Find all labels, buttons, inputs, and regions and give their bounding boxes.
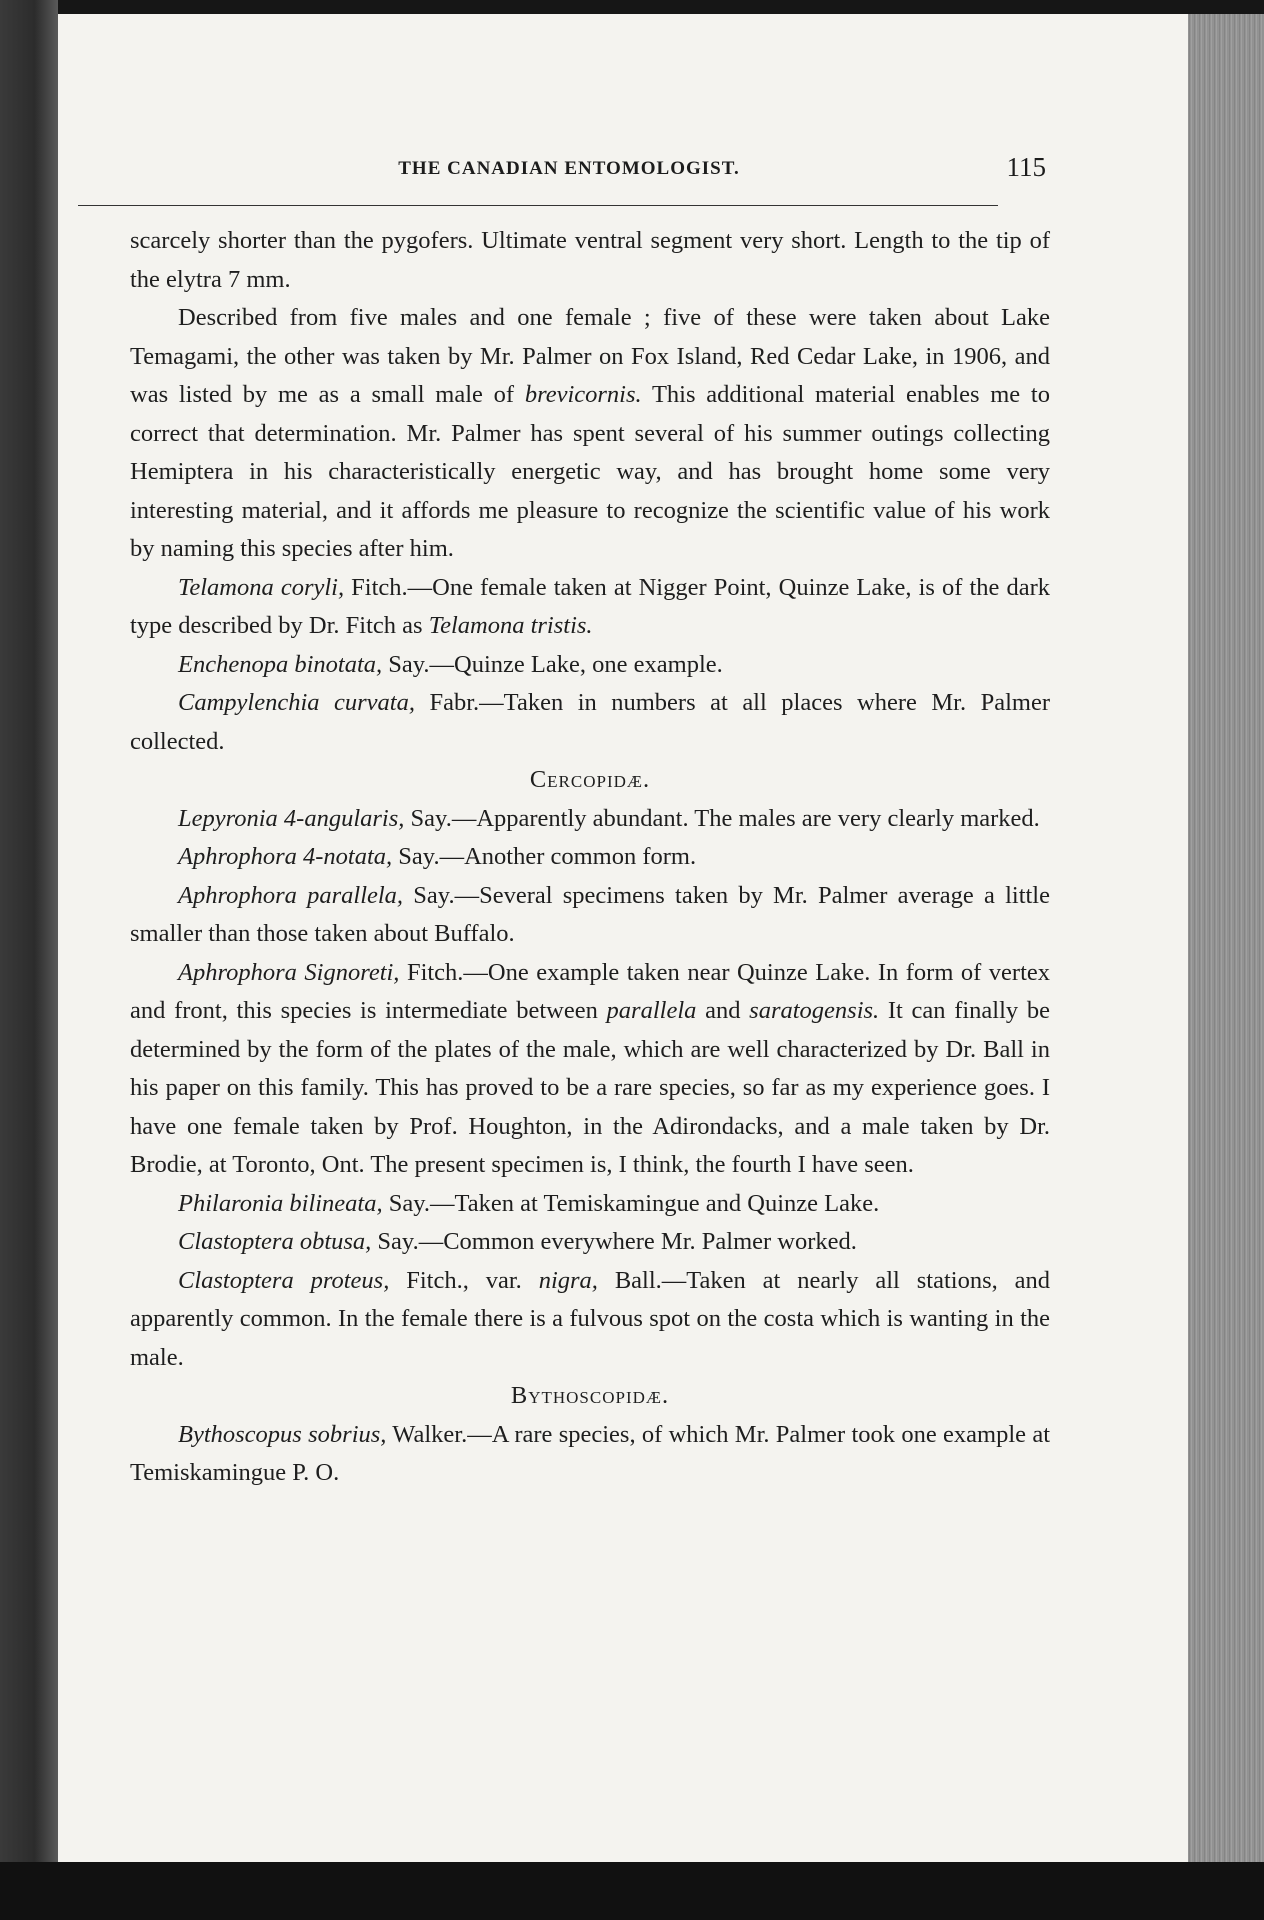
paragraph-text: Fitch.—One female taken at Nigger Point, Quinze Lake, is of the dark type described by Dr. Fitch as — [130, 573, 1050, 639]
scan-top-border — [0, 0, 1264, 14]
species-name: Lepyronia 4-angularis, — [178, 804, 405, 832]
paragraph — [130, 1262, 1050, 1378]
paragraph-text: Say.—Taken at Temiskamingue and Quinze Lake. — [382, 1189, 880, 1217]
scan-bottom-border — [0, 1862, 1264, 1920]
species-name: Campylenchia curvata, — [178, 689, 415, 716]
paragraph-text: Fitch.—One example taken near Quinze Lake. In form of vertex and front, this species is intermediate between — [130, 958, 1051, 1024]
paragraph — [130, 684, 1050, 761]
paragraph-text: Say.—Several specimens taken by Mr. Palmer average a little smaller than those taken about Buffalo. — [130, 881, 1050, 947]
page-body — [130, 222, 1050, 1493]
paragraph — [130, 800, 1050, 839]
species-name: Telamona coryli, — [178, 573, 345, 601]
species-name: Telamona tristis. — [428, 612, 593, 639]
paragraph — [130, 299, 1050, 569]
paragraph-text: Say.—Common everywhere Mr. Palmer worked. — [371, 1228, 857, 1255]
species-name: Bythoscopus sobrius, — [178, 1420, 387, 1448]
species-name: Aphrophora parallela, — [178, 881, 404, 909]
paragraph-text: Ball.—Taken at nearly all stations, and apparently common. In the female there is a fulvous spot on the costa which is wanting in the male. — [130, 1266, 1051, 1371]
running-title: THE CANADIAN ENTOMOLOGIST. — [398, 158, 740, 179]
paragraph — [130, 1185, 1050, 1224]
species-name: Enchenopa binotata, — [178, 650, 383, 678]
paragraph — [130, 222, 1050, 299]
section-heading: Cercopidæ. — [529, 766, 651, 793]
paragraph-text: and — [696, 997, 750, 1024]
paragraph-text: Say.—Quinze Lake, one example. — [382, 650, 723, 678]
paragraph — [130, 954, 1050, 1185]
header-rule — [78, 205, 998, 206]
paragraph — [130, 1416, 1050, 1493]
paragraph-text: scarcely shorter than the pygofers. Ultimate ventral segment very short. Length to the tip of the elytra 7 mm. — [130, 227, 1050, 293]
species-name: Clastoptera proteus, — [178, 1266, 390, 1294]
paragraph-text: Say.—Apparently abundant. The males are very clearly marked. — [404, 804, 1040, 832]
page-header — [80, 142, 1058, 202]
species-name: Clastoptera obtusa, — [178, 1228, 372, 1255]
paragraph-text: Say.—Another common form. — [392, 843, 697, 870]
paragraph — [130, 1223, 1050, 1262]
section-heading: Bythoscopidæ. — [510, 1382, 670, 1409]
paragraph-text: Walker.—A rare species, of which Mr. Palmer took one example at Temiskamingue P. O. — [130, 1420, 1051, 1486]
paragraph-text: This additional material enables me to correct that determination. Mr. Palmer has spent several of his summer outings collecting Hemiptera in his characteristically energetic way, and has brought home some very interesting material, and it affords me pleasure to recognize the scientific value of his work by naming this species after him. — [130, 381, 1050, 562]
scan-left-gutter — [0, 0, 58, 1920]
paragraph-text: Fitch., var. — [389, 1266, 539, 1294]
page-block-edge — [1188, 14, 1264, 1864]
paragraph — [130, 569, 1050, 646]
species-name: nigra, — [538, 1266, 598, 1294]
species-name: parallela — [606, 997, 697, 1024]
species-name: Aphrophora 4-notata, — [178, 843, 393, 870]
species-name: Aphrophora Signoreti, — [178, 958, 400, 986]
paragraph-text: Described from five males and one female ; five of these were taken about Lake Temagami, the other was taken by Mr. Palmer on Fox Island, Red Cedar Lake, in 1906, and was listed by me as a small male of — [130, 304, 1050, 408]
species-name: brevicornis. — [524, 381, 642, 408]
species-name: Philaronia bilineata, — [178, 1189, 383, 1217]
paragraph — [130, 877, 1050, 954]
paragraph-text: Fabr.—Taken in numbers at all places where Mr. Palmer collected. — [130, 689, 1050, 755]
paragraph — [130, 646, 1050, 685]
species-name: saratogensis. — [749, 997, 880, 1024]
page-number: 115 — [1006, 152, 1046, 182]
paragraph-text: It can finally be determined by the form of the plates of the male, which are well characterized by Dr. Ball in his paper on this family. This has proved to be a rare species, so far as my experience goes. I have one female taken by Prof. Houghton, in the Adirondacks, and a male taken by Dr. Brodie, at Toronto, Ont. The present specimen is, I think, the fourth I have seen. — [130, 997, 1050, 1178]
paragraph — [130, 838, 1050, 877]
